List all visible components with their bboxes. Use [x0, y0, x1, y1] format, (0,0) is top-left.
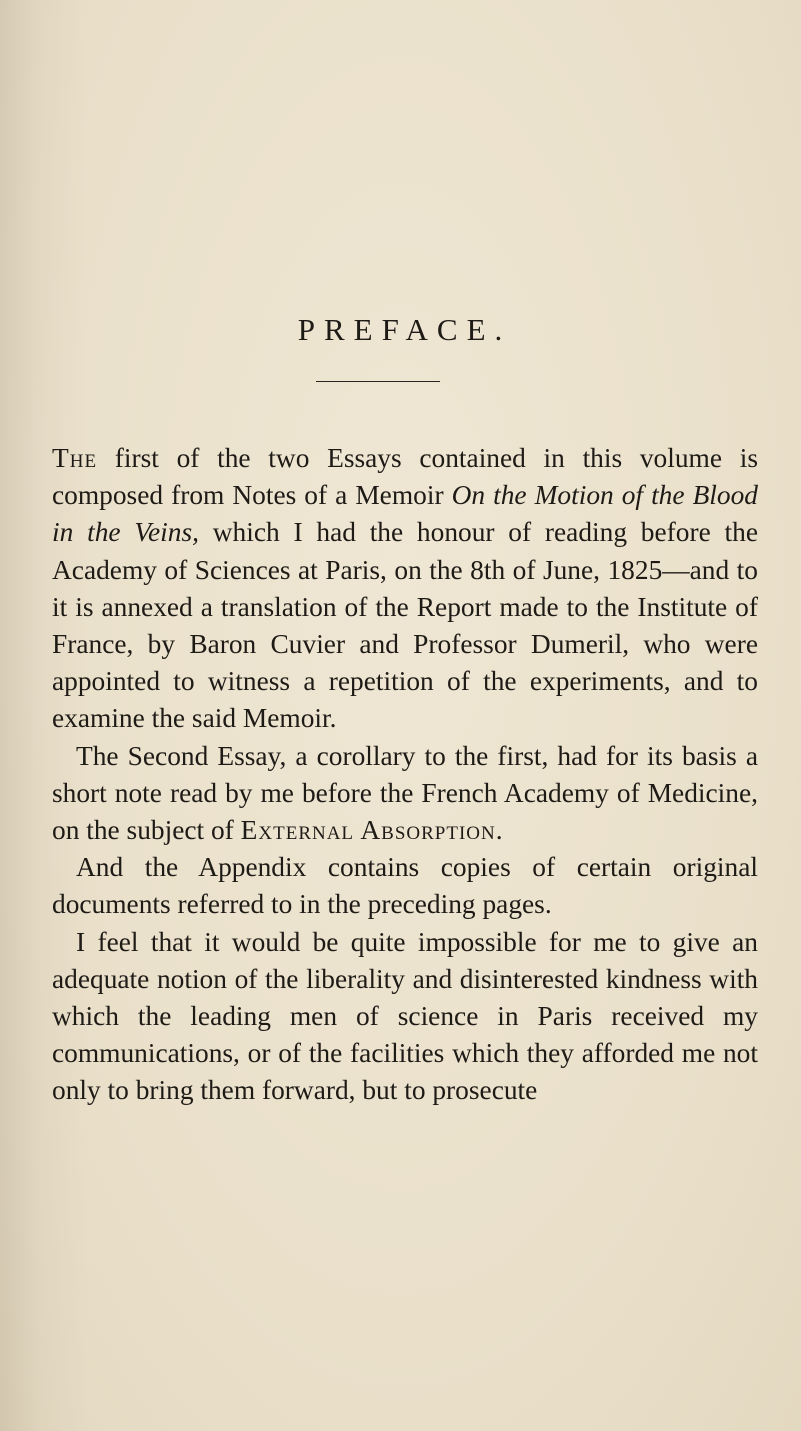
paragraph-2-text: The Second Essay, a corollary to the first, had for its basis a short note read by me before the French Academy of Medicine, on the subject of [52, 740, 758, 846]
page-title: PREFACE. [297, 312, 512, 347]
paragraph-1-part-2: which I had the honour of reading before the Academy of Sciences at Paris, on the 8th of June, 1825—and to it is annexed a translation of the Report made to the Institute of France, by Baron Cuvier and Professor Dumeril, who were appointed to witness a repetition of the experiments, and to examine the said Memoir. [52, 517, 758, 734]
paragraph-2 [52, 738, 758, 850]
paragraph-3: And the Appendix contains copies of certain original documents referred to in the preceding pages. [52, 852, 758, 920]
subject-name: External Absorption. [240, 815, 504, 846]
body-text [52, 440, 758, 1110]
title-rule [316, 381, 440, 382]
paragraph-4: I feel that it would be quite impossible for me to give an adequate notion of the liberality and disinterested kindness with which the leading men of science in Paris received my communications, or of the facilities which they afforded me not only to bring them forward, but to prosecute [52, 926, 758, 1106]
paragraph-1 [52, 440, 758, 738]
lead-word: The [52, 443, 98, 473]
memoir-title: On the Motion of the Blood in the Veins, [52, 480, 758, 548]
paragraph-1-part-1: first of the two Essays contained in this volume is composed from Notes of a Memoir [52, 443, 758, 511]
